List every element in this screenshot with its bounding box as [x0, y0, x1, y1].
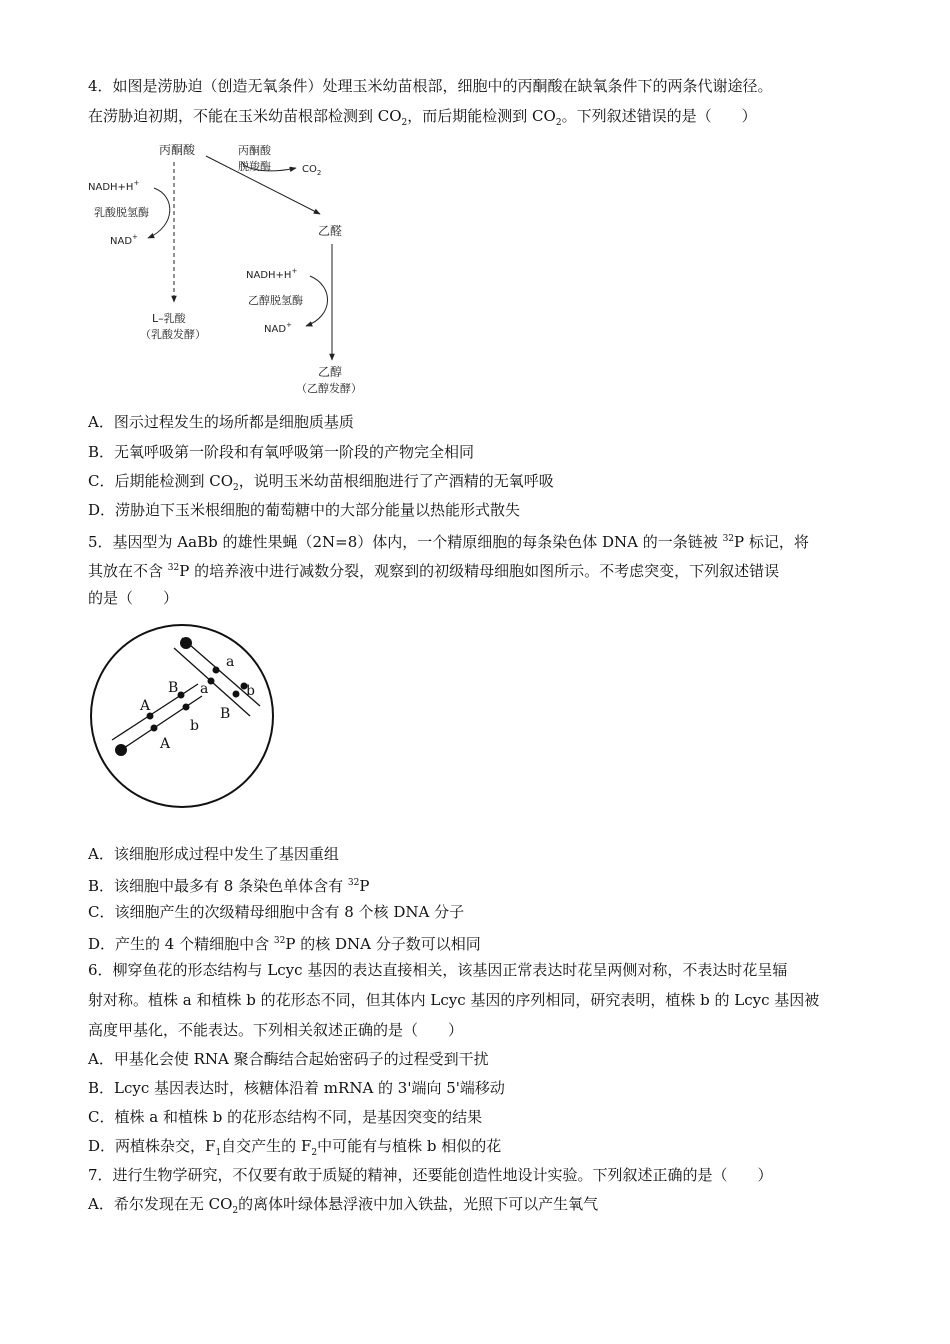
q4-option-d: D．涝胁迫下玉米根细胞的葡萄糖中的大部分能量以热能形式散失	[88, 501, 521, 519]
q5-stem-line2: 其放在不含 $^{32}$P 的培养液中进行减数分裂，观察到的初级精母细胞如图所示。不考虑突变，下列叙述错误	[88, 562, 780, 580]
q6-option-a: A．甲基化会使 RNA 聚合酶结合起始密码子的过程受到干扰	[88, 1050, 489, 1068]
label-ldh: 乳酸脱氢酶	[94, 206, 149, 219]
label-nadh-1: NADH+H+	[88, 179, 140, 193]
allele-a-mid: a	[200, 681, 209, 697]
q4-option-a: A．图示过程发生的场所都是细胞质基质	[88, 413, 354, 431]
label-nad-1: NAD+	[110, 233, 138, 247]
label-adh: 乙醇脱氢酶	[248, 294, 303, 307]
curved-arrow-adh	[306, 276, 328, 326]
allele-A-left: A	[140, 698, 151, 714]
allele-B-right: B	[220, 706, 231, 722]
label-pdc-2: 脱羧酶	[238, 160, 271, 173]
q5-option-b: B．该细胞中最多有 8 条染色单体含有 $^{32}$P	[88, 877, 370, 895]
centromere-lower	[115, 744, 127, 756]
label-nadh-2: NADH+H+	[246, 267, 298, 281]
label-pdc-1: 丙酮酸	[238, 144, 271, 157]
q7-stem: 7．进行生物学研究，不仅要有敢于质疑的精神，还要能创造性地设计实验。下列叙述正确的是（ ）	[88, 1166, 773, 1184]
allele-B-left: B	[168, 680, 179, 696]
q5-stem-line1: 5．基因型为 AaBb 的雄性果蝇（2N=8）体内，一个精原细胞的每条染色体 DNA 的一条链被 $^{32}$P 标记，将	[88, 533, 809, 551]
label-ethanol: 乙醇	[318, 365, 343, 379]
q6-option-b: B．Lcyc 基因表达时，核糖体沿着 mRNA 的 3'端向 5'端移动	[88, 1079, 505, 1097]
q7-option-a: A．希尔发现在无 $CO_2$的离体叶绿体悬浮液中加入铁盐，光照下可以产生氧气	[88, 1195, 599, 1216]
q5-option-a: A．该细胞形成过程中发生了基因重组	[88, 845, 339, 863]
allele-A-lower: A	[160, 736, 171, 752]
metabolic-pathway-diagram	[84, 140, 384, 400]
q4-option-b: B．无氧呼吸第一阶段和有氧呼吸第一阶段的产物完全相同	[88, 443, 475, 461]
q6-stem-line3: 高度甲基化，不能表达。下列相关叙述正确的是（ ）	[88, 1021, 464, 1039]
label-lactate: L–乳酸	[152, 312, 186, 325]
label-lactate-note: （乳酸发酵）	[140, 328, 206, 341]
q6-stem-line1: 6．柳穿鱼花的形态结构与 Lcyc 基因的表达直接相关，该基因正常表达时花呈两侧对称，不表达时花呈辐	[88, 961, 788, 979]
label-nad-2: NAD+	[264, 321, 292, 335]
q6-option-c: C．植株 a 和植株 b 的花形态结构不同，是基因突变的结果	[88, 1108, 483, 1126]
primary-spermatocyte-diagram	[88, 610, 278, 815]
q4-option-c: C．后期能检测到 $CO_2$，说明玉米幼苗根细胞进行了产酒精的无氧呼吸	[88, 472, 554, 493]
allele-b-upper: b	[246, 683, 255, 699]
label-acetaldehyde: 乙醛	[318, 224, 343, 238]
q6-stem-line2: 射对称。植株 a 和植株 b 的花形态不同，但其体内 Lcyc 基因的序列相同，研究表明，植株 b 的 Lcyc 基因被	[88, 991, 820, 1009]
centromere-upper	[180, 637, 192, 649]
label-ethanol-note: （乙醇发酵）	[296, 382, 362, 395]
allele-a-upper: a	[226, 654, 235, 670]
cell-membrane	[91, 625, 273, 807]
q5-option-c: C．该细胞产生的次级精母细胞中含有 8 个核 DNA 分子	[88, 903, 465, 921]
label-co2: $CO_2$	[302, 164, 322, 177]
q4-stem-line2: 在涝胁迫初期，不能在玉米幼苗根部检测到 $CO_2$，而后期能检测到 $CO_2$。下列叙述错误的是（ ）	[88, 107, 757, 128]
chromatid-lower-1	[112, 684, 198, 740]
q4-stem-line1: 4．如图是涝胁迫（创造无氧条件）处理玉米幼苗根部，细胞中的丙酮酸在缺氧条件下的两条代谢途径。	[88, 77, 773, 95]
q5-option-d: D．产生的 4 个精细胞中含 $^{32}$P 的核 DNA 分子数可以相同	[88, 935, 481, 953]
label-pyruvate: 丙酮酸	[159, 143, 196, 157]
q6-option-d: D．两植株杂交，$F_1$自交产生的 $F_2$中可能有与植株 b 相似的花	[88, 1137, 502, 1158]
allele-b-lower: b	[190, 718, 199, 734]
curved-arrow-ldh	[148, 188, 170, 238]
q5-stem-line3: 的是（ ）	[88, 589, 179, 607]
